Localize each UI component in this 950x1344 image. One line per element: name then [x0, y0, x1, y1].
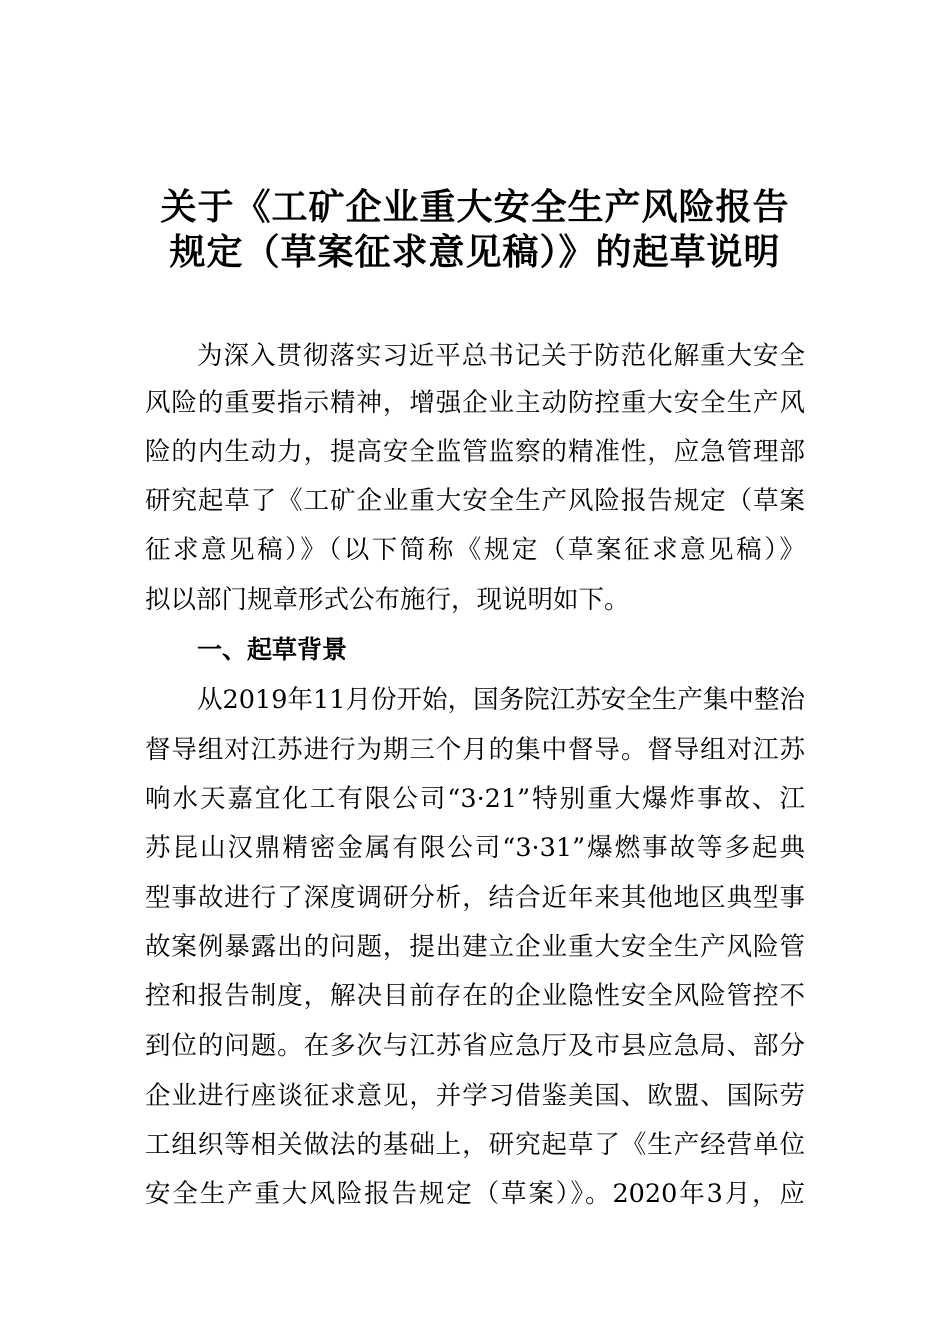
document-title-line-1: 关于《工矿企业重大安全生产风险报告 [160, 186, 790, 228]
paragraph-line: 督导组对江苏进行为期三个月的集中督导。督导组对江苏 [145, 735, 805, 765]
paragraph-line: 工组织等相关做法的基础上，研究起草了《生产经营单位 [145, 1130, 805, 1160]
paragraph-line: 型事故进行了深度调研分析，结合近年来其他地区典型事 [145, 883, 805, 913]
paragraph-line: 为深入贯彻落实习近平总书记关于防范化解重大安全 [197, 341, 805, 371]
paragraph-line: 拟以部门规章形式公布施行，现说明如下。 [145, 585, 630, 615]
paragraph-line: 控和报告制度，解决目前存在的企业隐性安全风险管控不 [145, 981, 805, 1011]
paragraph-line: 响水天嘉宜化工有限公司“3·21”特别重大爆炸事故、江 [145, 784, 805, 814]
paragraph-line: 险的内生动力，提高安全监管监察的精准性，应急管理部 [145, 437, 805, 467]
paragraph-line: 安全生产重大风险报告规定（草案）》。2020年3月，应 [145, 1179, 805, 1209]
paragraph-line: 风险的重要指示精神，增强企业主动防控重大安全生产风 [145, 388, 805, 418]
paragraph-line: 苏昆山汉鼎精密金属有限公司“3·31”爆燃事故等多起典 [145, 833, 805, 863]
paragraph-line: 企业进行座谈征求意见，并学习借鉴美国、欧盟、国际劳 [145, 1081, 805, 1111]
paragraph-line: 到位的问题。在多次与江苏省应急厅及市县应急局、部分 [145, 1031, 805, 1061]
paragraph-line: 征求意见稿）》（以下简称《规定（草案征求意见稿）》 [145, 535, 805, 565]
document-title-line-2: 规定（草案征求意见稿）》的起草说明 [169, 231, 781, 273]
paragraph-line: 故案例暴露出的问题，提出建立企业重大安全生产风险管 [145, 932, 805, 962]
section-heading: 一、起草背景 [197, 635, 348, 664]
paragraph-line: 从2019年11月份开始，国务院江苏安全生产集中整治 [197, 685, 805, 715]
paragraph-line: 研究起草了《工矿企业重大安全生产风险报告规定（草案 [145, 486, 805, 516]
